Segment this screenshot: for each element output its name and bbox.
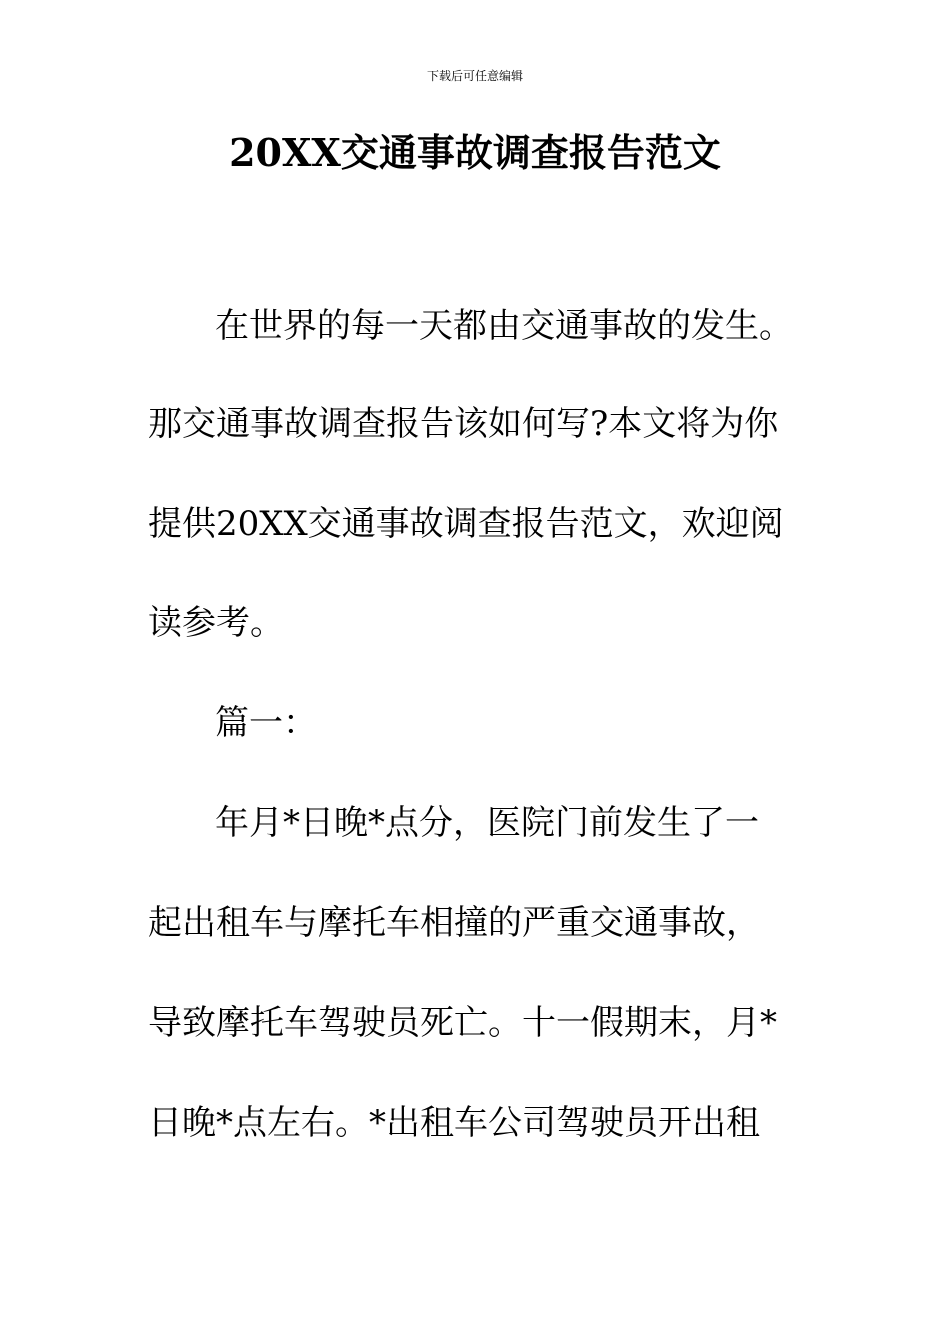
document-title: 20XX交通事故调查报告范文 — [229, 130, 721, 175]
paragraph-line: 起出租车与摩托车相撞的严重交通事故， — [148, 903, 760, 943]
paragraph-line: 年月*日晚*点分，医院门前发生了一 — [215, 803, 759, 843]
paragraph-line: 提供20XX交通事故调查报告范文，欢迎阅 — [148, 504, 784, 544]
paragraph-line: 读参考。 — [148, 603, 284, 643]
paragraph-line: 那交通事故调查报告该如何写?本文将为你 — [148, 404, 779, 444]
paragraph-line: 日晚*点左右。*出租车公司驾驶员开出租 — [148, 1103, 760, 1143]
paragraph-line: 导致摩托车驾驶员死亡。十一假期末，月* — [148, 1003, 777, 1043]
header-note: 下载后可任意编辑 — [426, 69, 523, 83]
section-heading: 篇一： — [215, 703, 317, 743]
paragraph-line: 在世界的每一天都由交通事故的发生。 — [215, 306, 793, 346]
